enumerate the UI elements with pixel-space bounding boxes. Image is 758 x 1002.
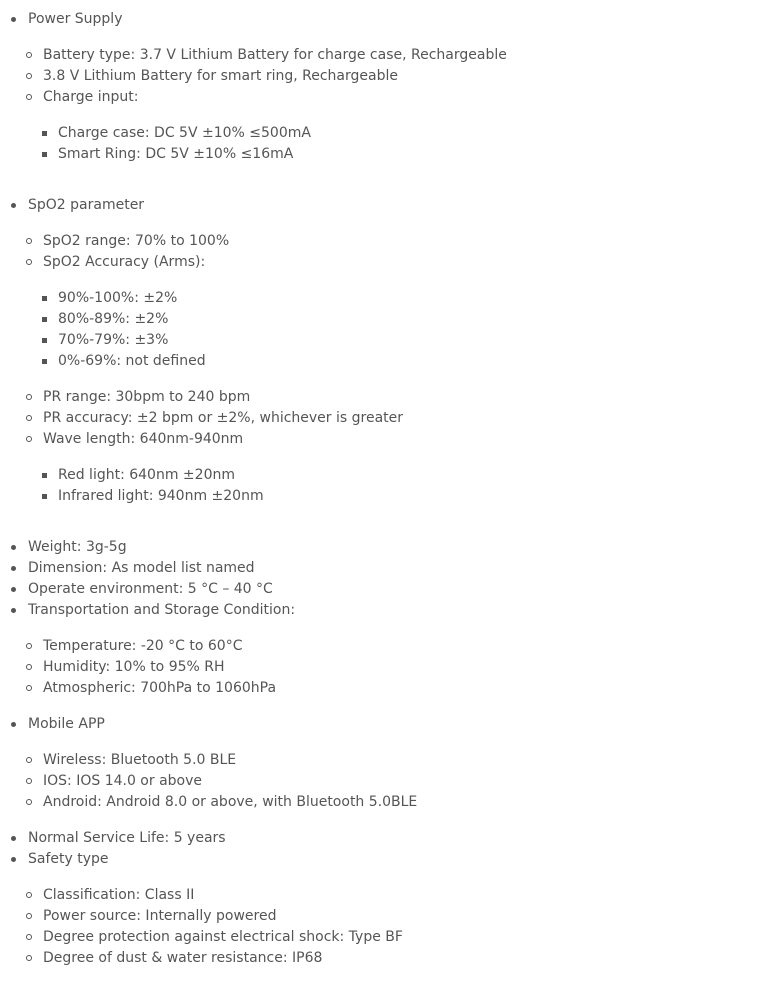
circle-bullet-icon [26, 913, 32, 919]
list-item-text: Charge input: [43, 89, 139, 105]
circle-bullet-icon [26, 394, 32, 400]
disc-bullet-icon [11, 17, 16, 22]
disc-bullet-icon [11, 857, 16, 862]
square-bullet-icon [42, 152, 47, 157]
disc-bullet-icon [11, 203, 16, 208]
circle-bullet-icon [26, 799, 32, 805]
list-item-text: Degree of dust & water resistance: IP68 [43, 950, 323, 966]
list-item-text: Power source: Internally powered [43, 908, 277, 924]
list-item-text: Atmospheric: 700hPa to 1060hPa [43, 680, 277, 696]
list-item-text: SpO2 range: 70% to 100% [43, 233, 230, 249]
list-item-text: Degree protection against electrical shock: Type BF [43, 929, 403, 945]
list-item-text: SpO2 Accuracy (Arms): [43, 254, 206, 270]
circle-bullet-icon [26, 238, 32, 244]
disc-bullet-icon [11, 566, 16, 571]
list-item-text: Charge case: DC 5V ±10% ≤500mA [58, 125, 311, 141]
circle-bullet-icon [26, 664, 32, 670]
list-item-text: Normal Service Life: 5 years [28, 830, 226, 846]
circle-bullet-icon [26, 685, 32, 691]
circle-bullet-icon [26, 934, 32, 940]
list-item-text: Dimension: As model list named [28, 560, 255, 576]
square-bullet-icon [42, 338, 47, 343]
list-item-text: SpO2 parameter [28, 197, 145, 213]
list-item-text: PR accuracy: ±2 bpm or ±2%, whichever is greater [43, 410, 404, 426]
list-item-text: Infrared light: 940nm ±20nm [58, 488, 264, 504]
list-item-text: PR range: 30bpm to 240 bpm [43, 389, 251, 405]
list-item-text: Mobile APP [28, 716, 105, 732]
list-item-text: Humidity: 10% to 95% RH [43, 659, 225, 675]
list-item-text: Transportation and Storage Condition: [28, 602, 296, 618]
disc-bullet-icon [11, 836, 16, 841]
circle-bullet-icon [26, 643, 32, 649]
list-item-text: IOS: IOS 14.0 or above [43, 773, 203, 789]
disc-bullet-icon [11, 587, 16, 592]
circle-bullet-icon [26, 436, 32, 442]
list-item-text: Android: Android 8.0 or above, with Bluetooth 5.0BLE [43, 794, 418, 810]
list-item-text: Smart Ring: DC 5V ±10% ≤16mA [58, 146, 294, 162]
list-item-text: Wave length: 640nm-940nm [43, 431, 244, 447]
list-item-text: Temperature: -20 °C to 60°C [43, 638, 243, 654]
square-bullet-icon [42, 494, 47, 499]
disc-bullet-icon [11, 608, 16, 613]
disc-bullet-icon [11, 545, 16, 550]
disc-bullet-icon [11, 722, 16, 727]
list-item-text: Safety type [28, 851, 109, 867]
list-item-text: Battery type: 3.7 V Lithium Battery for charge case, Rechargeable [43, 47, 507, 63]
list-item-text: 90%-100%: ±2% [58, 290, 178, 306]
square-bullet-icon [42, 131, 47, 136]
circle-bullet-icon [26, 94, 32, 100]
list-item-text: Wireless: Bluetooth 5.0 BLE [43, 752, 237, 768]
list-item-text: 70%-79%: ±3% [58, 332, 169, 348]
circle-bullet-icon [26, 955, 32, 961]
circle-bullet-icon [26, 259, 32, 265]
circle-bullet-icon [26, 892, 32, 898]
list-item-text: 80%-89%: ±2% [58, 311, 169, 327]
square-bullet-icon [42, 317, 47, 322]
circle-bullet-icon [26, 757, 32, 763]
square-bullet-icon [42, 473, 47, 478]
square-bullet-icon [42, 359, 47, 364]
list-item-text: 0%-69%: not defined [58, 353, 206, 369]
list-item-text: 3.8 V Lithium Battery for smart ring, Rechargeable [43, 68, 398, 84]
list-item-text: Classification: Class II [43, 887, 195, 903]
list-item-text: Red light: 640nm ±20nm [58, 467, 235, 483]
circle-bullet-icon [26, 778, 32, 784]
list-item-text: Weight: 3g-5g [28, 539, 127, 555]
list-item-text: Operate environment: 5 °C – 40 °C [28, 581, 273, 597]
circle-bullet-icon [26, 415, 32, 421]
square-bullet-icon [42, 296, 47, 301]
circle-bullet-icon [26, 52, 32, 58]
list-item-text: Power Supply [28, 11, 123, 27]
circle-bullet-icon [26, 73, 32, 79]
